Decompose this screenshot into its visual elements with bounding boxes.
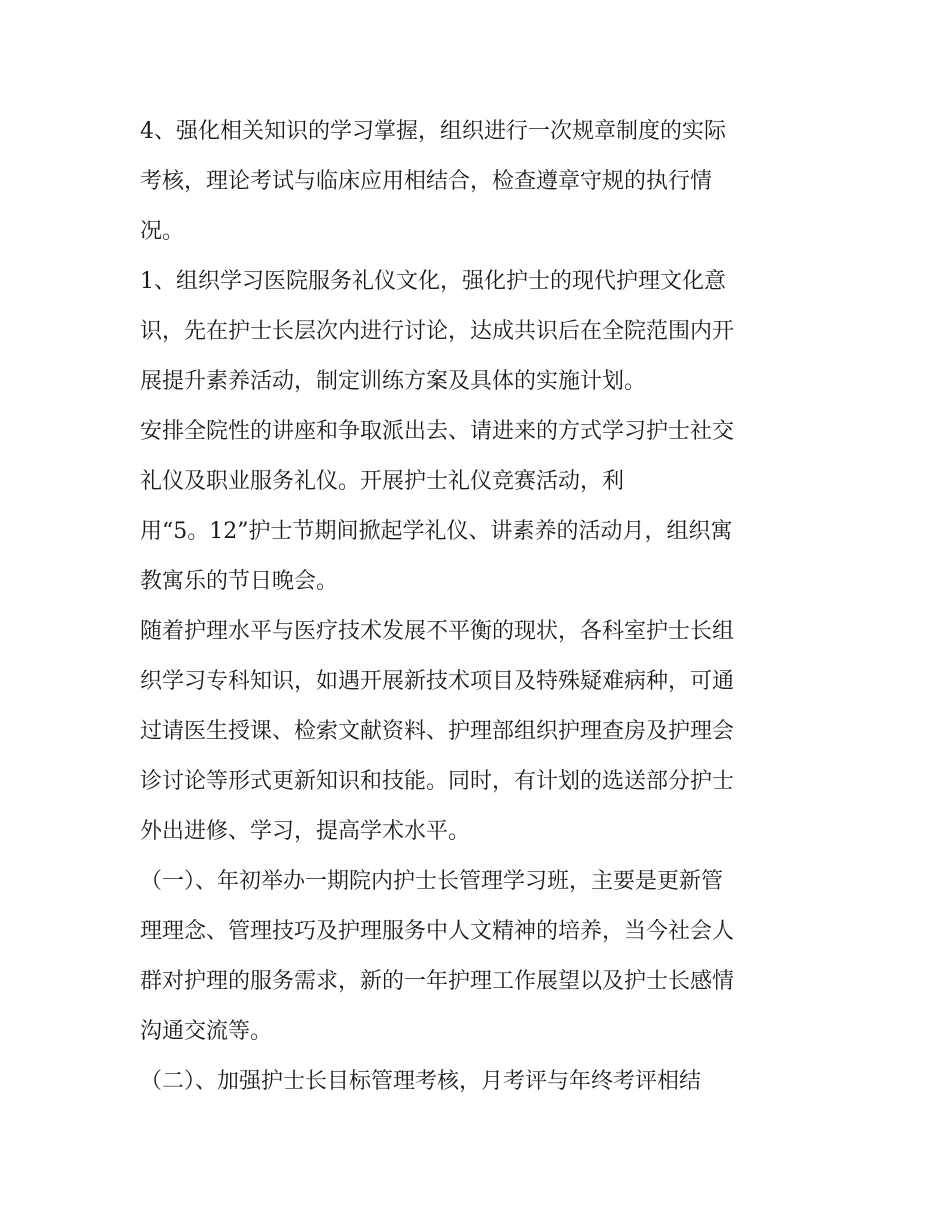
text-line: （二）、加强护士长目标管理考核，月考评与年终考评相结 <box>140 1069 702 1094</box>
text-line: 过请医生授课、检索文献资料、护理部组织护理查房及护理会 <box>140 719 735 744</box>
text-line: 外出进修、学习，提高学术水平。 <box>140 819 471 844</box>
text-line: 识，先在护士长层次内进行讨论，达成共识后在全院范围内开 <box>140 319 735 344</box>
text-line: 1、组织学习医院服务礼仪文化，强化护士的现代护理文化意 <box>140 269 726 294</box>
text-line: 理理念、管理技巧及护理服务中人文精神的培养，当今社会人 <box>140 919 735 944</box>
text-line: 4、强化相关知识的学习掌握，组织进行一次规章制度的实际 <box>140 119 726 144</box>
text-line: 况。 <box>140 219 185 244</box>
text-line: 诊讨论等形式更新知识和技能。同时，有计划的选送部分护士 <box>140 769 735 794</box>
text-line: 安排全院性的讲座和争取派出去、请进来的方式学习护士社交 <box>140 419 735 444</box>
text-line: 教寓乐的节日晚会。 <box>140 569 339 594</box>
text-line: 展提升素养活动，制定训练方案及具体的实施计划。 <box>140 369 647 394</box>
text-line: （一）、年初举办一期院内护士长管理学习班，主要是更新管 <box>140 869 724 894</box>
text-line: 群对护理的服务需求，新的一年护理工作展望以及护士长感情 <box>140 969 735 994</box>
document-body <box>140 107 820 1107</box>
text-line: 考核，理论考试与临床应用相结合，检查遵章守规的执行情 <box>140 169 713 194</box>
text-line: 随着护理水平与医疗技术发展不平衡的现状，各科室护士长组 <box>140 619 735 644</box>
text-line: 用“5。12”护士节期间掀起学礼仪、讲素养的活动月，组织寓 <box>140 519 733 544</box>
text-line: 礼仪及职业服务礼仪。开展护士礼仪竞赛活动，利 <box>140 469 625 494</box>
text-line: 织学习专科知识，如遇开展新技术项目及特殊疑难病种，可通 <box>140 669 735 694</box>
text-line: 沟通交流等。 <box>140 1019 273 1044</box>
